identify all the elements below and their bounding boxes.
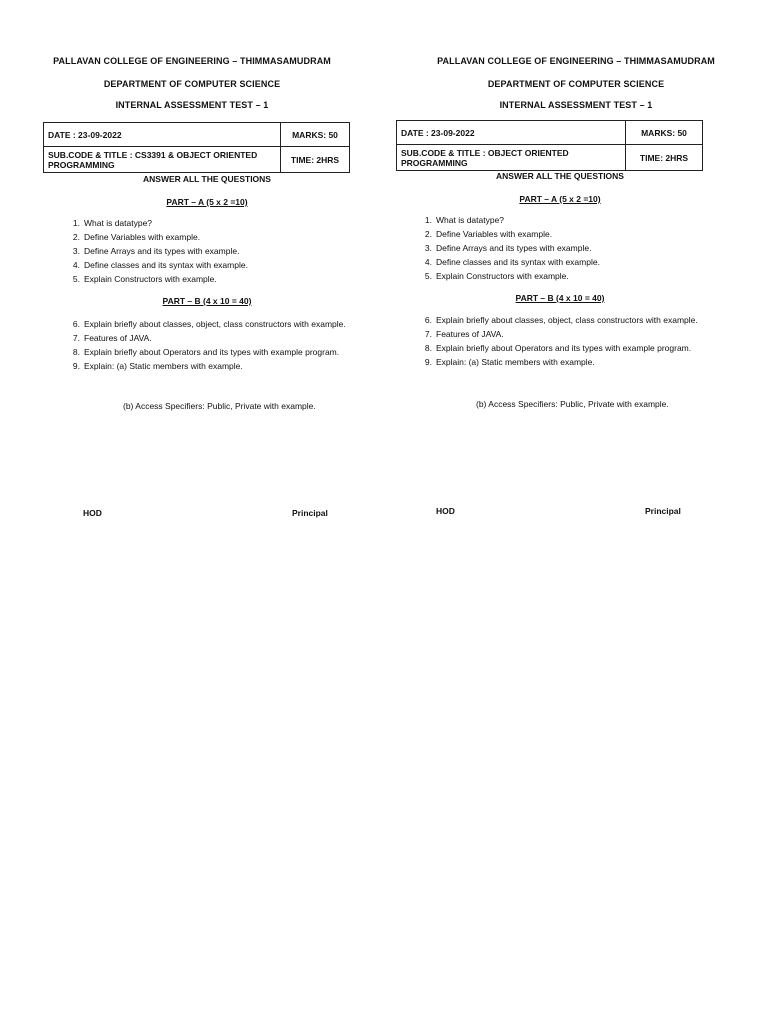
hod-signature: HOD [83,508,102,518]
instruction: ANSWER ALL THE QUESTIONS [143,174,271,184]
list-item: 6. Explain briefly about classes, object, class constructors with example. [72,319,346,329]
principal-signature: Principal [292,508,328,518]
sub-question-b: (b) Access Specifiers: Public, Private with example. [476,399,669,409]
exam-time: TIME: 2HRS [281,147,350,173]
list-item: 5. Explain Constructors with example. [72,274,217,284]
list-item: 9. Explain: (a) Static members with example. [424,357,595,367]
list-item: 3. Define Arrays and its types with example. [72,246,240,256]
exam-marks: MARKS: 50 [626,121,703,145]
list-item: 2. Define Variables with example. [424,229,553,239]
hod-signature: HOD [436,506,455,516]
part-a-questions [62,216,368,286]
college-name: PALLAVAN COLLEGE OF ENGINEERING – THIMMASAMUDRAM [437,56,715,66]
list-item: 5. Explain Constructors with example. [424,271,569,281]
list-item: 1. What is datatype? [72,218,153,228]
department-name: DEPARTMENT OF COMPUTER SCIENCE [103,79,281,89]
part-b-heading: PART – B (4 x 10 = 40) [515,293,605,303]
test-title: INTERNAL ASSESSMENT TEST – 1 [499,100,653,110]
list-item: 7. Features of JAVA. [424,329,504,339]
subject-code-title: SUB.CODE & TITLE : OBJECT ORIENTED PROGRAMMING [397,145,626,171]
question-paper-right [384,0,768,600]
question-paper-left [0,0,384,600]
subject-code-title: SUB.CODE & TITLE : CS3391 & OBJECT ORIENTED PROGRAMMING [44,147,281,173]
list-item: 2. Define Variables with example. [72,232,201,242]
college-name: PALLAVAN COLLEGE OF ENGINEERING – THIMMASAMUDRAM [53,56,331,66]
part-b-heading: PART – B (4 x 10 = 40) [162,296,252,306]
list-item: 8. Explain briefly about Operators and its types with example program. [72,347,340,357]
exam-marks: MARKS: 50 [281,123,350,147]
list-item: 9. Explain: (a) Static members with example. [72,361,243,371]
exam-date: DATE : 23-09-2022 [397,121,626,145]
list-item: 1. What is datatype? [424,215,505,225]
list-item: 8. Explain briefly about Operators and its types with example program. [424,343,692,353]
part-a-heading: PART – A (5 x 2 =10) [519,194,601,204]
list-item: 3. Define Arrays and its types with example. [424,243,592,253]
part-a-questions [414,213,719,283]
department-name: DEPARTMENT OF COMPUTER SCIENCE [487,79,665,89]
test-title: INTERNAL ASSESSMENT TEST – 1 [115,100,269,110]
list-item: 4. Define classes and its syntax with example. [72,260,248,270]
list-item: 6. Explain briefly about classes, object, class constructors with example. [424,315,698,325]
part-b-questions [62,317,366,373]
list-item: 7. Features of JAVA. [72,333,152,343]
exam-date: DATE : 23-09-2022 [44,123,281,147]
list-item: 4. Define classes and its syntax with example. [424,257,600,267]
exam-info-table [43,122,350,173]
part-b-questions [414,313,719,369]
instruction: ANSWER ALL THE QUESTIONS [496,171,624,181]
part-a-heading: PART – A (5 x 2 =10) [166,197,248,207]
sub-question-b: (b) Access Specifiers: Public, Private with example. [123,401,316,411]
principal-signature: Principal [645,506,681,516]
exam-time: TIME: 2HRS [626,145,703,171]
exam-info-table [396,120,703,171]
